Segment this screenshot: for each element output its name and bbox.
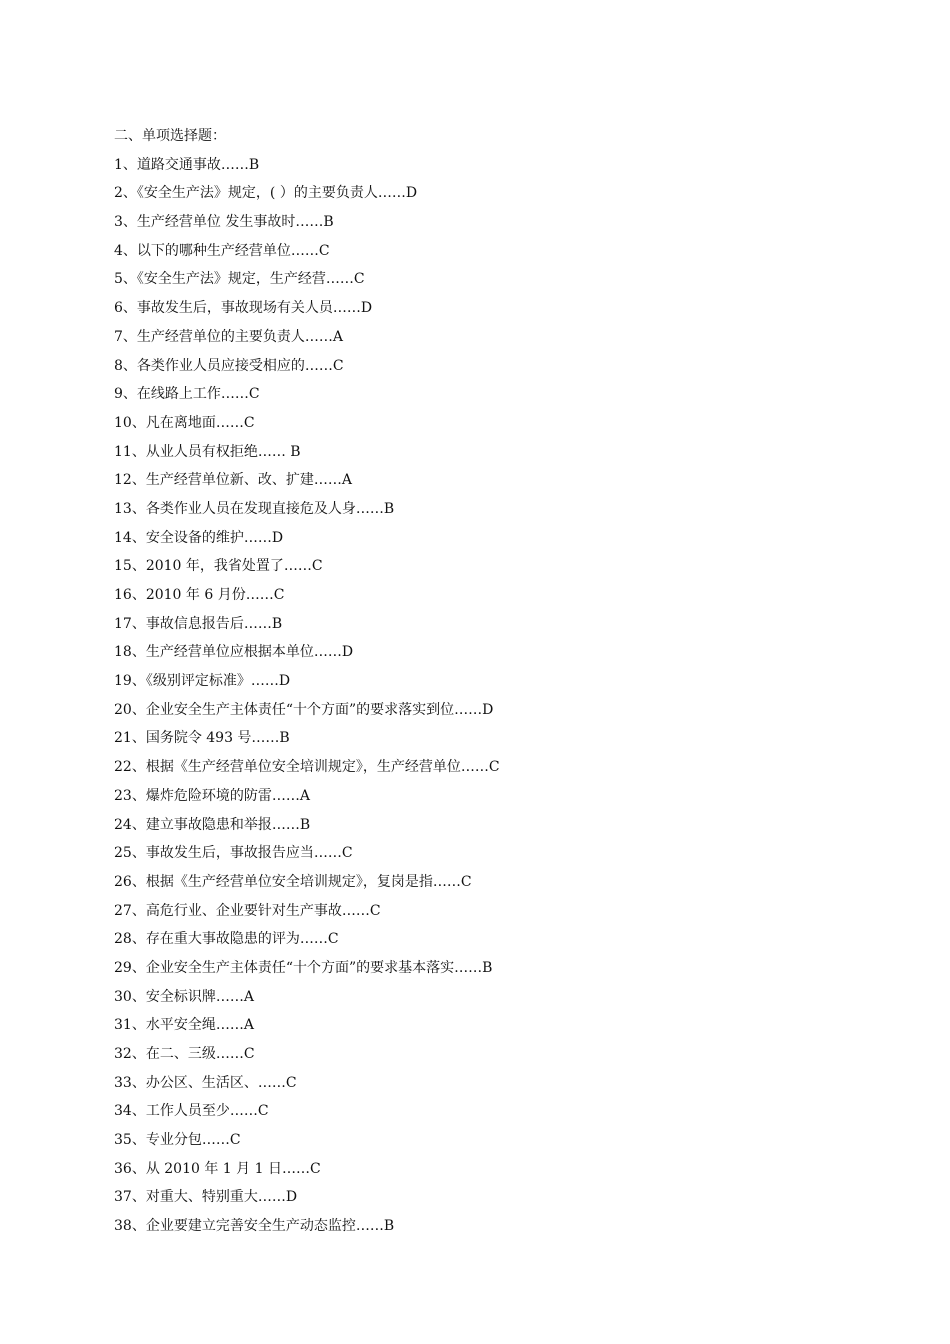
answer-item-29: 29、企业安全生产主体责任“十个方面”的要求基本落实……B (114, 959, 493, 976)
section-title: 二、单项选择题： (114, 128, 226, 144)
answer-item-32: 32、在二、三级……C (114, 1046, 255, 1062)
answer-item-13: 13、各类作业人员在发现直接危及人身……B (114, 500, 395, 517)
answer-item-34: 34、工作人员至少……C (114, 1103, 269, 1120)
answer-item-37: 37、对重大、特别重大……D (114, 1189, 298, 1206)
answer-item-6: 6、事故发生后，事故现场有关人员……D (114, 300, 373, 317)
answer-item-8: 8、各类作业人员应接受相应的……C (114, 357, 344, 374)
answer-item-11: 11、从业人员有权拒绝…… B (114, 443, 301, 460)
answer-item-38: 38、企业要建立完善安全生产动态监控……B (114, 1218, 395, 1235)
answer-item-21: 21、国务院令 493 号……B (114, 730, 290, 747)
answer-item-27: 27、高危行业、企业要针对生产事故……C (114, 902, 381, 919)
answer-item-3: 3、生产经营单位 发生事故时……B (114, 214, 334, 231)
answer-item-19: 19、《级别评定标准》……D (114, 673, 291, 690)
answer-item-4: 4、以下的哪种生产经营单位……C (114, 242, 330, 259)
answer-item-26: 26、根据《生产经营单位安全培训规定》，复岗是指……C (114, 873, 472, 890)
answer-item-35: 35、专业分包……C (114, 1132, 241, 1149)
answer-item-20: 20、企业安全生产主体责任“十个方面”的要求落实到位……D (114, 701, 494, 718)
answer-item-14: 14、安全设备的维护……D (114, 529, 284, 546)
answer-item-30: 30、安全标识牌……A (114, 988, 254, 1005)
answer-item-12: 12、生产经营单位新、改、扩建……A (114, 472, 352, 489)
answer-item-17: 17、事故信息报告后……B (114, 615, 283, 632)
answer-item-28: 28、存在重大事故隐患的评为……C (114, 931, 339, 948)
answer-item-33: 33、办公区、生活区、……C (114, 1074, 297, 1091)
answer-items (114, 151, 894, 1241)
answer-item-24: 24、建立事故隐患和举报……B (114, 816, 311, 833)
answer-item-16: 16、2010 年 6 月份……C (114, 587, 285, 603)
answer-item-22: 22、根据《生产经营单位安全培训规定》，生产经营单位……C (114, 759, 500, 776)
answer-item-31: 31、水平安全绳……A (114, 1017, 254, 1034)
answer-item-23: 23、爆炸危险环境的防雷……A (114, 787, 310, 804)
answer-item-18: 18、生产经营单位应根据本单位……D (114, 644, 354, 661)
answer-item-1: 1、道路交通事故……B (114, 156, 260, 173)
answer-list (114, 122, 894, 1241)
answer-item-2: 2、《安全生产法》规定，( ）的主要负责人……D (114, 185, 418, 202)
answer-item-36: 36、从 2010 年 1 月 1 日……C (114, 1160, 321, 1177)
answer-item-7: 7、生产经营单位的主要负责人……A (114, 328, 344, 345)
answer-item-25: 25、事故发生后，事故报告应当……C (114, 845, 353, 862)
answer-item-15: 15、2010 年，我省处置了……C (114, 558, 323, 575)
answer-item-10: 10、凡在离地面……C (114, 414, 255, 431)
answer-item-9: 9、在线路上工作……C (114, 386, 260, 403)
answer-item-5: 5、《安全生产法》规定，生产经营……C (114, 271, 365, 288)
